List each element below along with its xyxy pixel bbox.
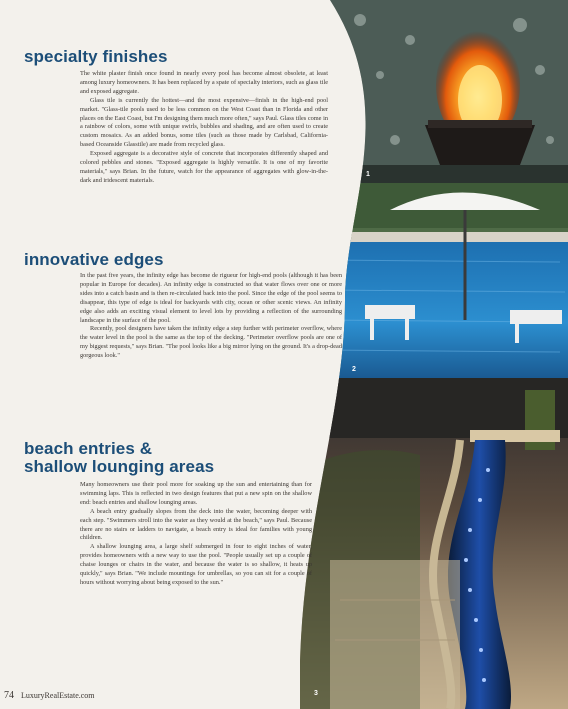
section-body — [80, 481, 312, 588]
paragraph: A shallow lounging area, a large shelf submerged in four to eight inches of water, provides homeowners with a new way to use the pool. "People usually set up a couple of chaise lounges or chairs in the water, and because the water is so shallow, it heats up quickly," says Brian. "We include mountings for umbrellas, so you can sit for a couple of hours without worrying about being exposed to the sun." — [80, 543, 312, 586]
section-heading: innovative edges — [24, 250, 164, 269]
page-footer — [4, 690, 95, 701]
paragraph: Glass tile is currently the hottest—and the most expensive—finish in the high-end pool market. "Glass-tile pools used to be less common on the West Coast than in Florida and other places on the East Coast, but I'm designing them much more often," says Paul. Glass tiles come in a rainbow of colors, some with unique swirls, bubbles and shading, and are often used to create custom mosaics. As an added bonus, some tiles (such as those made by Carlsbad, California-based Oceanside Glasstile) are made from recycled glass. — [80, 96, 328, 149]
paragraph: In the past five years, the infinity edge has become de rigueur for high-end pools (although it has been popular in Europe for decades). An infinity edge is constructed so that water flows over one or more sides into a catch basin and is then re-circulated back into the pool. Since the edge of the pool seems to disappear, this type of edge is ideal for backyards with city, ocean or other scenic views. An infinity edge also adds an exciting visual element to level lots by providing a reflection of the surrounding landscape in the surface of the pool. — [80, 272, 342, 324]
photo-fire-bowl — [300, 0, 568, 183]
site-link[interactable]: LuxuryRealEstate.com — [21, 691, 95, 700]
paragraph: Recently, pool designers have taken the infinity edge a step further with perimeter overflow, where the water level in the pool is the same as the top of the decking. "Perimeter overflow pools are one of my biggest requests," says Brian. "The pool looks like a big mirror lying on the ground. It's a drop-dead gorgeous look." — [80, 325, 342, 360]
section-body — [80, 272, 342, 361]
section-specialty-finishes — [24, 48, 168, 66]
section-heading-line: shallow lounging areas — [24, 457, 215, 476]
paragraph: Exposed aggregate is a decorative style of concrete that incorporates differently shaped and colored pebbles and stones. "Exposed aggregate is highly versatile. It is one of my favorite materials," says Brian. In the future, watch for the appearance of aggregates with glow-in-the-dark and iridescent materials. — [80, 150, 328, 184]
section-heading: specialty finishes — [24, 47, 168, 66]
paragraph: The white plaster finish once found in nearly every pool has become almost obsolete, at least among luxury homeowners. It has been replaced by a spate of specialty interiors, such as glass tile and exposed aggregate. — [80, 70, 328, 95]
paragraph: A beach entry gradually slopes from the deck into the water, becoming deeper with each step. "Swimmers stroll into the water as they would at the beach," says Paul. Because there are no stairs or ladders to navigate, a beach entry is ideal for families with young children. — [80, 507, 312, 542]
section-body — [80, 70, 328, 186]
photo-number: 1 — [366, 171, 370, 178]
section-beach-entries — [24, 440, 214, 476]
photo-water-channel — [300, 378, 568, 709]
photo-number: 2 — [352, 366, 356, 373]
section-heading-line: beach entries & — [24, 439, 153, 458]
photo-number: 3 — [314, 690, 318, 697]
page-number: 74 — [4, 690, 14, 701]
paragraph: Many homeowners use their pool more for soaking up the sun and entertaining than for swimming laps. This is reflected in two design features that put a new spin on the shallow end: beach entries and shallow lounging areas. — [80, 481, 312, 506]
section-innovative-edges — [24, 251, 164, 269]
